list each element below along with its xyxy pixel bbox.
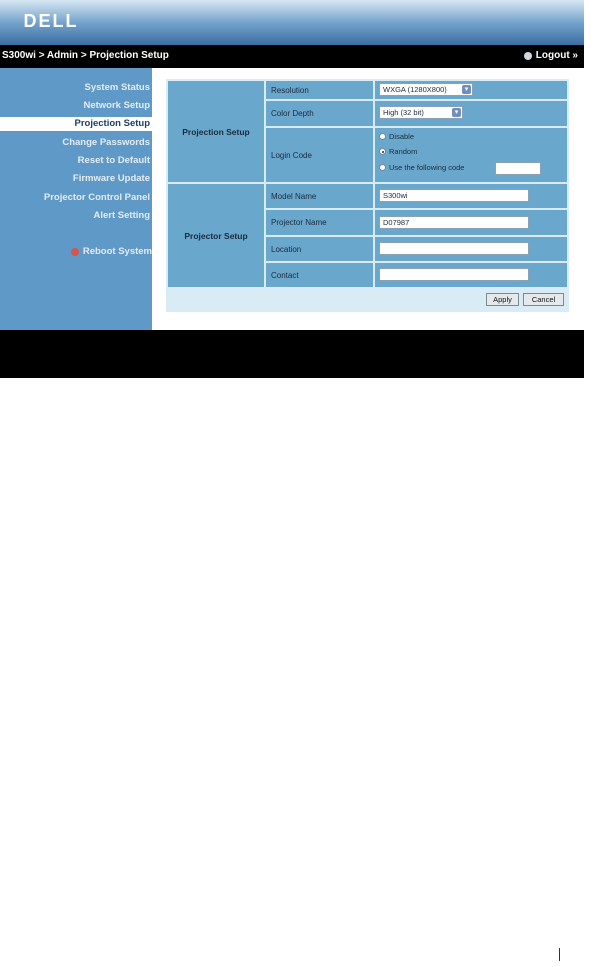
sidebar-item-network-setup[interactable]: Network Setup: [83, 100, 150, 111]
login-option-random-label: Random: [389, 147, 418, 156]
projector-setup-section-label: Projector Setup: [168, 184, 264, 287]
model-name-cell: [375, 184, 567, 208]
sidebar-item-projection-setup[interactable]: Projection Setup: [0, 117, 152, 131]
radio-selected-icon: [379, 148, 386, 155]
reboot-label: Reboot System: [82, 246, 152, 257]
projector-name-input[interactable]: D07987: [379, 216, 529, 229]
logout-icon: [524, 52, 532, 60]
login-option-custom[interactable]: [379, 163, 464, 172]
location-label: Location: [266, 237, 373, 261]
sidebar: [0, 68, 152, 330]
cancel-button[interactable]: Cancel: [523, 293, 564, 306]
settings-table: [166, 79, 569, 312]
breadcrumb: S300wi > Admin > Projection Setup: [2, 50, 169, 61]
radio-icon: [379, 133, 386, 140]
color-depth-label: Color Depth: [266, 101, 373, 126]
login-option-disable[interactable]: [379, 132, 414, 141]
login-code-label: Login Code: [266, 128, 373, 182]
color-depth-select[interactable]: [379, 106, 463, 119]
resolution-cell: [375, 81, 567, 99]
location-cell: [375, 237, 567, 261]
contact-input[interactable]: [379, 268, 529, 281]
sidebar-item-projector-control-panel[interactable]: Projector Control Panel: [43, 192, 150, 203]
sidebar-item-firmware-update[interactable]: Firmware Update: [72, 173, 150, 184]
header-banner: [0, 0, 584, 44]
resolution-label: Resolution: [266, 81, 373, 99]
dell-logo: [14, 9, 88, 33]
contact-label: Contact: [266, 263, 373, 287]
sidebar-item-change-passwords[interactable]: Change Passwords: [62, 137, 150, 148]
chevron-down-icon: ▾: [462, 85, 471, 94]
login-option-random[interactable]: [379, 147, 417, 156]
login-option-custom-label: Use the following code: [389, 163, 465, 172]
sidebar-item-system-status[interactable]: System Status: [84, 82, 150, 93]
title-bar: [0, 44, 584, 68]
projector-name-cell: [375, 210, 567, 235]
apply-button[interactable]: Apply: [486, 293, 519, 306]
contact-cell: [375, 263, 567, 287]
power-icon: [71, 248, 79, 256]
color-depth-cell: [375, 101, 567, 126]
location-input[interactable]: [379, 242, 529, 255]
chevron-down-icon: ▾: [452, 108, 461, 117]
login-option-disable-label: Disable: [389, 132, 415, 141]
projector-name-label: Projector Name: [266, 210, 373, 235]
color-depth-value: High (32 bit): [383, 108, 424, 117]
page-margin-rule: [559, 948, 560, 961]
logout-label: Logout »: [535, 50, 578, 61]
resolution-select[interactable]: [379, 83, 473, 96]
login-code-input[interactable]: [495, 162, 541, 175]
radio-icon: [379, 164, 386, 171]
projection-setup-section-label: Projection Setup: [168, 81, 264, 182]
main-content: [152, 68, 584, 330]
reboot-system-link[interactable]: [60, 246, 152, 257]
screenshot-frame: [0, 0, 584, 378]
model-name-label: Model Name: [266, 184, 373, 208]
login-code-cell: [375, 128, 567, 182]
brand-text: DELL: [23, 11, 79, 31]
sidebar-item-reset-to-default[interactable]: Reset to Default: [77, 155, 150, 166]
logout-link[interactable]: [524, 50, 578, 61]
footer-bar: [0, 330, 584, 378]
sidebar-item-alert-setting[interactable]: Alert Setting: [93, 210, 150, 221]
resolution-value: WXGA (1280X800): [383, 85, 447, 94]
model-name-input[interactable]: S300wi: [379, 189, 529, 202]
